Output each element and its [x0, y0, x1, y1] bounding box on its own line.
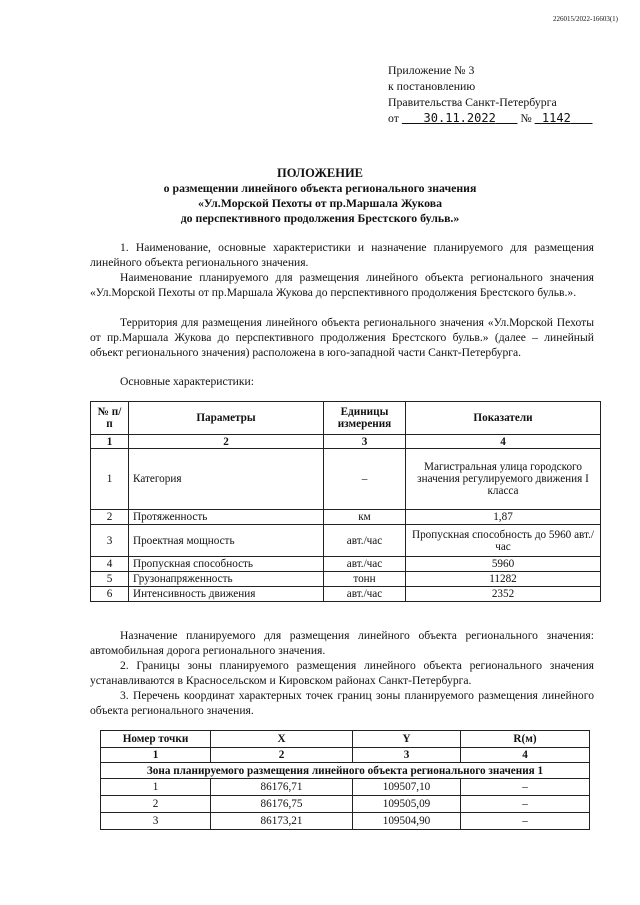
appendix-date-row	[388, 110, 592, 126]
column-number: 3	[324, 435, 406, 449]
zone-title-row	[101, 763, 590, 779]
column-number: 1	[101, 748, 211, 763]
header-parameters: Параметры	[129, 402, 324, 435]
paragraph-2: Наименование планируемого для размещения линейного объекта регионального значения «Ул.Морской Пехоты от пр.Маршала Жукова до перспективного продолжения Брестского бульв.».	[90, 271, 594, 299]
row-parameter: Проектная мощность	[129, 525, 324, 557]
column-number: 1	[91, 435, 129, 449]
point-y: 109505,09	[353, 796, 461, 813]
column-number: 2	[129, 435, 324, 449]
point-number: 1	[101, 779, 211, 796]
table-row	[91, 587, 601, 602]
row-unit: авт./час	[324, 587, 406, 602]
appendix-block	[388, 62, 592, 126]
document-id: 226015/2022-16603(1)	[553, 15, 618, 23]
decree-date: 30.11.2022	[423, 111, 496, 125]
column-number-row	[91, 435, 601, 449]
header-number: № п/п	[91, 402, 129, 435]
point-x: 86176,71	[211, 779, 353, 796]
paragraph-3: Территория для размещения линейного объекта регионального значения «Ул.Морской Пехоты от пр.Маршала Жукова до перспективного продолжения Брестского бульв.» (далее – линейный объект регионального значения) расположена в юго-западной части Санкт-Петербурга.	[90, 316, 594, 359]
point-x: 86176,75	[211, 796, 353, 813]
appendix-line-3: Правительства Санкт-Петербурга	[388, 95, 557, 109]
column-number-row	[101, 748, 590, 763]
row-unit: км	[324, 510, 406, 525]
row-unit: тонн	[324, 572, 406, 587]
point-radius: –	[461, 779, 590, 796]
row-parameter: Протяженность	[129, 510, 324, 525]
row-number: 4	[91, 557, 129, 572]
table-row	[91, 510, 601, 525]
point-number: 2	[101, 796, 211, 813]
table-row	[101, 813, 590, 830]
row-unit: авт./час	[324, 557, 406, 572]
point-radius: –	[461, 796, 590, 813]
row-value: 5960	[406, 557, 601, 572]
appendix-line-1: Приложение № 3	[388, 63, 475, 77]
from-label: от	[388, 111, 399, 125]
paragraph-7: 3. Перечень координат характерных точек границ зоны планируемого размещения линейного объекта регионального значения.	[90, 689, 594, 717]
row-unit: авт./час	[324, 525, 406, 557]
row-parameter: Категория	[129, 449, 324, 510]
row-parameter: Пропускная способность	[129, 557, 324, 572]
table-row	[91, 449, 601, 510]
point-y: 109504,90	[353, 813, 461, 830]
table-row	[101, 779, 590, 796]
characteristics-table	[90, 401, 601, 602]
row-number: 5	[91, 572, 129, 587]
title-heading: ПОЛОЖЕНИЕ	[276, 166, 364, 180]
row-value: Магистральная улица городского значения регулируемого движения I класса	[406, 449, 601, 510]
header-point-number: Номер точки	[101, 731, 211, 748]
number-label: №	[520, 111, 532, 125]
point-y: 109507,10	[353, 779, 461, 796]
row-value: 1,87	[406, 510, 601, 525]
header-radius: R(м)	[461, 731, 590, 748]
row-number: 6	[91, 587, 129, 602]
header-values: Показатели	[406, 402, 601, 435]
row-value: 11282	[406, 572, 601, 587]
column-number: 4	[406, 435, 601, 449]
row-unit: –	[324, 449, 406, 510]
appendix-line-2: к постановлению	[388, 79, 476, 93]
table-row	[101, 796, 590, 813]
zone-title: Зона планируемого размещения линейного объекта регионального значения 1	[101, 763, 590, 779]
row-value: Пропускная способность до 5960 авт./час	[406, 525, 601, 557]
column-number: 3	[353, 748, 461, 763]
table-row	[91, 525, 601, 557]
column-number: 4	[461, 748, 590, 763]
header-units: Единицы измерения	[324, 402, 406, 435]
row-value: 2352	[406, 587, 601, 602]
row-number: 1	[91, 449, 129, 510]
table-row	[91, 557, 601, 572]
row-number: 2	[91, 510, 129, 525]
table-row	[91, 572, 601, 587]
title-line-2: «Ул.Морской Пехоты от пр.Маршала Жукова	[197, 196, 443, 210]
document-title	[0, 166, 640, 226]
paragraph-6: 2. Границы зоны планируемого размещения линейного объекта регионального значения устанавливаются в Красносельском и Кировском районах Санкт-Петербурга.	[90, 659, 594, 687]
point-number: 3	[101, 813, 211, 830]
paragraph-1: 1. Наименование, основные характеристики и назначение планируемого для размещения линейного объекта регионального значения.	[90, 241, 594, 269]
header-y: Y	[353, 731, 461, 748]
decree-number: 1142	[541, 111, 571, 125]
paragraph-4: Основные характеристики:	[120, 375, 254, 388]
row-parameter: Грузонапряженность	[129, 572, 324, 587]
point-x: 86173,21	[211, 813, 353, 830]
row-number: 3	[91, 525, 129, 557]
coordinates-table	[100, 730, 590, 830]
title-line-3: до перспективного продолжения Брестского бульв.»	[180, 211, 460, 225]
column-number: 2	[211, 748, 353, 763]
table-header-row	[91, 402, 601, 435]
header-x: X	[211, 731, 353, 748]
table-header-row	[101, 731, 590, 748]
row-parameter: Интенсивность движения	[129, 587, 324, 602]
paragraph-5: Назначение планируемого для размещения линейного объекта регионального значения: автомобильная дорога регионального значения.	[90, 629, 594, 657]
point-radius: –	[461, 813, 590, 830]
title-line-1: о размещении линейного объекта регионального значения	[163, 181, 477, 195]
